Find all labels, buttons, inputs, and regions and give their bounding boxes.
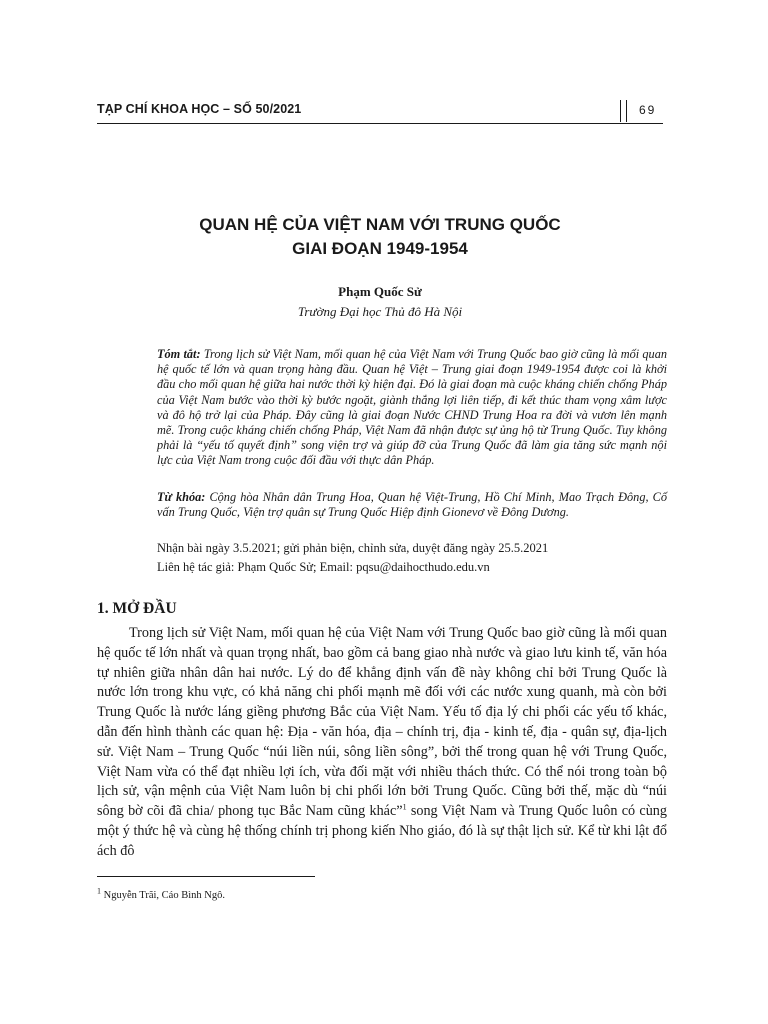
footnote-reference[interactable]: 1 <box>402 802 407 812</box>
keywords-text: Cộng hòa Nhân dân Trung Hoa, Quan hệ Việt-Trung, Hồ Chí Minh, Mao Trạch Đông, Cố vấn Trung Quốc, Viện trợ quân sự Trung Quốc Hiệp định Gionevơ về Đông Dương. <box>157 490 667 520</box>
running-header <box>97 102 663 122</box>
article-title-line-1: QUAN HỆ CỦA VIỆT NAM VỚI TRUNG QUỐC <box>199 215 561 234</box>
footnote-text: Nguyễn Trãi, Cáo Bình Ngô. <box>101 890 225 901</box>
footnote <box>97 886 225 901</box>
author-affiliation: Trường Đại học Thủ đô Hà Nội <box>297 304 463 319</box>
received-dates: Nhận bài ngày 3.5.2021; gửi phản biện, chỉnh sửa, duyệt đăng ngày 25.5.2021 <box>157 541 549 555</box>
abstract-text: Trong lịch sử Việt Nam, mối quan hệ của Việt Nam với Trung Quốc bao giờ cũng là mối quan hệ quốc tế lớn và quan trọng hàng đầu. Quan hệ Việt – Trung giai đoạn 1949-1954 được coi là khởi đầu cho mối quan hệ giữa hai nước thời kỳ hiện đại. Đó là giai đoạn mà cuộc kháng chiến chống Pháp của Việt Nam bước vào thời kỳ bước ngoặt, giành thắng lợi liên tiếp, đi kết thúc tham vọng xâm lược và đô hộ trở lại của Pháp. Đây cũng là giai đoạn Nước CHND Trung Hoa ra đời và vươn lên mạnh mẽ. Trong cuộc kháng chiến chống Pháp, Việt Nam đã nhận được sự ủng hộ từ Trung Quốc. Tuy không phải là “yếu tố quyết định” song viện trợ và giúp đỡ của Trung Quốc đã làm gia tăng sức mạnh nội lực của Việt Nam trong cuộc đối đầu với thực dân Pháp. <box>157 347 667 468</box>
body-text-part-1: Trong lịch sử Việt Nam, mối quan hệ của Việt Nam với Trung Quốc bao giờ cũng là mối quan hệ quốc tế lớn nhất và quan trọng nhất, bao gồm cả bang giao nhà nước và giao lưu kinh tế, văn hóa tự nhiên giữa nhân dân hai nước. Lý do để khẳng định vấn đề này không chỉ bởi Trung Quốc là nước lớn trong khu vực, có khả năng chi phối mạnh mẽ đối với các nước xung quanh, mà còn bởi Trung Quốc là nước láng giềng phương Bắc của Việt Nam. Yếu tố địa lý chi phối các yếu tố khác, dẫn đến hình thành các quan hệ: Địa - văn hóa, địa – chính trị, địa - kinh tế, địa - quân sự, địa-lịch sử. Việt Nam – Trung Quốc “núi liền núi, sông liền sông”, bởi thế trong quan hệ với Trung Quốc, Việt Nam vừa có thể đạt nhiều lợi ích, vừa đối mặt với nhiều thách thức. Có thể nói trong toàn bộ lịch sử, vận mệnh của Việt Nam luôn bị chi phối lớn bởi Trung Quốc. Cũng bởi thế, mặc dù “núi sông bờ cõi đã chia/ phong tục Bắc Nam cũng khác” <box>97 625 667 820</box>
page-number: 69 <box>639 103 657 117</box>
header-rule <box>97 123 663 124</box>
section-heading: 1. MỞ ĐẦU <box>97 600 177 617</box>
article-title-line-2: GIAI ĐOẠN 1949-1954 <box>292 239 468 258</box>
author-name: Phạm Quốc Sử <box>338 284 422 299</box>
keywords <box>157 490 667 520</box>
author-contact: Liên hệ tác giả: Phạm Quốc Sử; Email: pqsu@daihocthudo.edu.vn <box>157 560 490 574</box>
keywords-label: Từ khóa: <box>157 490 206 504</box>
body-text-part-2: song Việt Nam và Trung Quốc luôn có cùng một ý thức hệ và cùng hệ thống chính trị phong kiến Nho giáo, đó là sự thật lịch sử. Kể từ khi lật đổ ách đô <box>97 803 667 859</box>
abstract <box>157 347 667 469</box>
journal-title: TẠP CHÍ KHOA HỌC – SỐ 50/2021 <box>97 102 302 116</box>
header-divider <box>620 100 627 122</box>
footnote-number: 1 <box>97 886 101 896</box>
article-title <box>97 213 663 261</box>
body-paragraph <box>97 624 667 862</box>
abstract-label: Tóm tắt: <box>157 347 201 361</box>
footnote-rule <box>97 876 315 877</box>
